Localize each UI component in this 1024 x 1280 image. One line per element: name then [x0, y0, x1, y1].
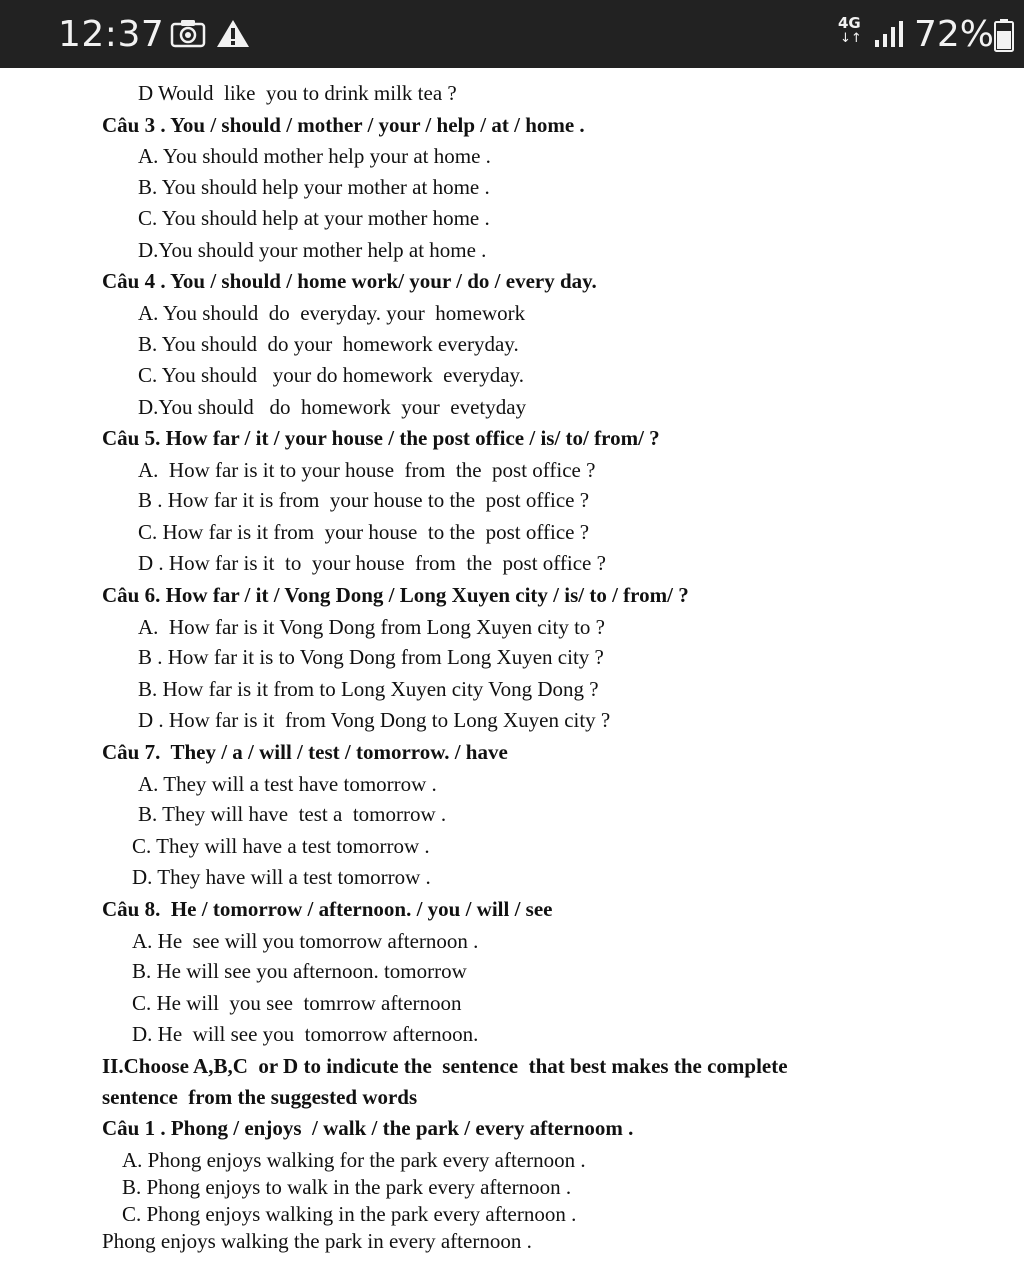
answer-option: B . How far it is to Vong Dong from Long Xuyen city ? — [138, 645, 604, 669]
answer-option: B. He will see you afternoon. tomorrow — [132, 959, 467, 983]
answer-option: C. They will have a test tomorrow . — [132, 834, 430, 858]
answer-option: A. Phong enjoys walking for the park every afternoon . — [122, 1148, 586, 1172]
question-heading: Câu 4 . You / should / home work/ your / do / every day. — [102, 269, 597, 293]
answer-option: D . How far is it to your house from the post office ? — [138, 551, 606, 575]
question-heading: Câu 8. He / tomorrow / afternoon. / you / will / see — [102, 897, 553, 921]
answer-option: C. You should your do homework everyday. — [138, 363, 524, 387]
answer-option: D Would like you to drink milk tea ? — [138, 81, 457, 105]
answer-option: A. How far is it to your house from the post office ? — [138, 458, 596, 482]
network-type: 4G — [838, 14, 861, 32]
answer-option: D. They have will a test tomorrow . — [132, 865, 431, 889]
signal-icon — [874, 20, 904, 52]
answer-option: B. You should do your homework everyday. — [138, 332, 519, 356]
battery-icon — [994, 18, 1014, 56]
answer-option: B. They will have test a tomorrow . — [138, 802, 447, 826]
status-bar — [0, 0, 1024, 68]
question-heading: Câu 1 . Phong / enjoys / walk / the park / every afternoom . — [102, 1116, 634, 1140]
answer-option: C. You should help at your mother home . — [138, 206, 490, 230]
answer-option: B. You should help your mother at home . — [138, 175, 490, 199]
camera-icon — [170, 18, 206, 52]
answer-option: D . How far is it from Vong Dong to Long Xuyen city ? — [138, 708, 611, 732]
network-activity-icon: ↓↑ — [840, 31, 862, 46]
document-page[interactable] — [0, 68, 1024, 1280]
answer-option: Phong enjoys walking the park in every afternoon . — [102, 1229, 532, 1253]
answer-option: C. How far is it from your house to the post office ? — [138, 520, 590, 544]
battery-percentage: 72% — [914, 14, 995, 55]
answer-option: D.You should do homework your evetyday — [138, 395, 527, 419]
answer-option: D.You should your mother help at home . — [138, 238, 487, 262]
warning-icon — [216, 18, 250, 52]
section-heading: sentence from the suggested words — [102, 1085, 418, 1109]
answer-option: B. Phong enjoys to walk in the park every afternoon . — [122, 1175, 572, 1199]
answer-option: D. He will see you tomorrow afternoon. — [132, 1022, 479, 1046]
answer-option: A. He see will you tomorrow afternoon . — [132, 929, 479, 953]
answer-option: C. Phong enjoys walking in the park every afternoon . — [122, 1202, 577, 1226]
answer-option: A. How far is it Vong Dong from Long Xuyen city to ? — [138, 615, 606, 639]
question-heading: Câu 6. How far / it / Vong Dong / Long Xuyen city / is/ to / from/ ? — [102, 583, 689, 607]
status-clock: 12:37 — [58, 14, 165, 55]
answer-option: B . How far it is from your house to the post office ? — [138, 488, 590, 512]
section-heading: II.Choose A,B,C or D to indicute the sentence that best makes the complete — [102, 1054, 788, 1078]
answer-option: A. They will a test have tomorrow . — [138, 772, 437, 796]
question-heading: Câu 7. They / a / will / test / tomorrow. / have — [102, 740, 508, 764]
answer-option: A. You should do everyday. your homework — [138, 301, 526, 325]
answer-option: B. How far is it from to Long Xuyen city Vong Dong ? — [138, 677, 599, 701]
answer-option: C. He will you see tomrrow afternoon — [132, 991, 462, 1015]
question-heading: Câu 5. How far / it / your house / the post office / is/ to/ from/ ? — [102, 426, 660, 450]
answer-option: A. You should mother help your at home . — [138, 144, 491, 168]
question-heading: Câu 3 . You / should / mother / your / help / at / home . — [102, 113, 585, 137]
